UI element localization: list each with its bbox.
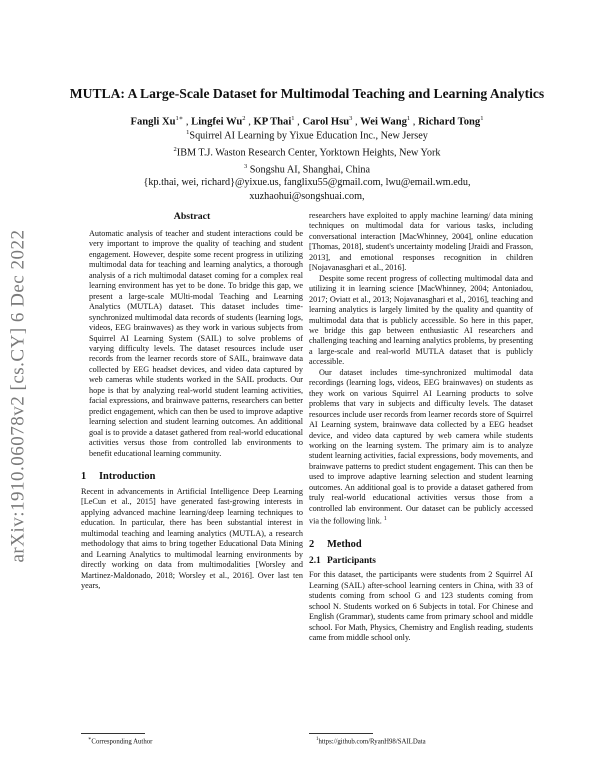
abstract-text: Automatic analysis of teacher and student interactions could be very important to improve the quality of teaching and student engagement. However, despite some recent progress in utilizing multimodal data for teaching and learning analytics, a thorough analysis of a rich multimodal dataset coming for a complex real learning environment has yet to be done. To bridge this gap, we present a large-scale MUlti-modal Teaching and Learning Analytics (MUTLA) dataset. This dataset includes time-synchronized multimodal data records of students (learning logs, videos, EEG brainwaves) as they work in various subjects from Squirrel AI Learning System (SAIL) to solve problems of varying difficulty levels. The dataset resources include user records from the learner records store of SAIL, brainwave data collected by EEG headset devices, and video data captured by web cameras while students worked in the SAIL products. Our hope is that by analyzing real-world student learning activities, facial expressions, and brainwave patterns, researchers can better predict engagement, which can then be used to improve adaptive learning selection and student learning outcomes. An additional goal is to provide a dataset gathered from real-world educational activities versus those from controlled lab environments to benefit educational learning community. — [89, 229, 303, 458]
subsection-heading-participants: 2.1 Participants — [309, 556, 376, 567]
abstract-heading: Abstract — [173, 211, 211, 222]
author-list: Fangli $Xu^{1∗}$ , Lingfei Wu$^2$ , KP Thai$^1$ , Carol Hsu$^3$ , Wei Wang$^1$ , Richard Tong$^1$ — [130, 115, 484, 128]
author-name: Carol Hsu — [302, 116, 350, 128]
email-line: xuzhaohui@songshuai.com, — [249, 190, 365, 202]
footnote-corresponding-author: ∗Corresponding Author — [88, 737, 153, 746]
left-column — [81, 211, 303, 592]
paper-title: MUTLA: A Large-Scale Dataset for Multimodal Teaching and Learning Analytics — [69, 86, 545, 101]
author-name: Wei Wang — [360, 116, 407, 128]
section-heading-method: 2 Method — [309, 539, 362, 551]
author-name: Richard Tong — [418, 116, 481, 128]
footnote-link[interactable]: $^1$https://github.com/RyanH98/SAILData — [316, 737, 426, 746]
affiliations — [40, 126, 574, 203]
body-paragraph: researchers have exploited to apply machine learning/ data mining techniques on multimodal data for various tasks, including conversational interaction [MacWhinney, 2004], online education [Thomas, 2018], student's uncertainty modeling [Jraidi and Frasson, 2013], and emotional responses recognition in children [Nojavanasghari et al., 2016]. — [309, 211, 533, 273]
affiliation-line: $^3$ Songshu AI, Shanghai, China — [243, 162, 371, 175]
author-mark: 2 — [242, 115, 246, 122]
footnote-mark: 1 — [383, 516, 387, 523]
right-column — [309, 211, 533, 644]
author-name: KP Thai — [253, 116, 292, 128]
body-paragraph: Despite some recent progress of collecting multimodal data and utilizing it in learning science [MacWhinney, 2004; Antoniadou, 2017; Oviatt et al., 2013; Nojavanasghari et al., 2016], teaching and learning analytics is largely limited by the quality and quantity of multimodal data that is publicly accessible. So here in this paper, we bridge this gap between enthusiastic AI researchers and challenging teaching and learning analytics problems, by presenting a large-scale and real-world MUTLA dataset that is publicly accessible. — [309, 273, 533, 367]
arxiv-stamp: arXiv:1910.06078v2 [cs.CY] 6 Dec 2022 — [7, 229, 29, 563]
author-name: Lingfei Wu — [191, 116, 243, 128]
author-mark: 1 — [480, 115, 484, 122]
email-line: {kp.thai, wei, richard}@yixue.us, fanglixu55@gmail.com, lwu@email.wm.edu, — [143, 177, 471, 189]
author-name: Fangli Xu — [130, 116, 176, 128]
affiliation-line: $^1$Squirrel AI Learning by Yixue Education Inc., New Jersey — [186, 129, 428, 142]
author-mark: 1∗ — [175, 115, 184, 122]
introduction-text: Recent in advancements in Artificial Intelligence Deep Learning [LeCun et al., 2015] have generated fast-growing interests in applying advanced machine learning/deep learning techniques to education. In particular, there has been substantial interest in multimodal teaching and learning analytics (MUTLA), a research methodology that aims to bring together Educational Data Mining and Learning Analytics to multimodal learning environments by directly working on data from multimodalities [Worsley and Martinez-Maldonado, 2018; Worsley et al., 2016]. Over last ten years, — [81, 486, 303, 591]
section-heading-introduction: 1 Introduction — [81, 470, 156, 482]
author-mark: 1 — [291, 115, 295, 122]
footnote-rule — [309, 733, 373, 734]
body-paragraph: Our dataset includes time-synchronized multimodal data recordings (learning logs, videos, EEG brainwaves) on students as they work on various Squirrel AI Learning products to solve problems that vary in subjects and difficulty levels. The dataset resources include user records from learner records store of Squirrel AI Learning system, brainwave data collected by a EEG headset device, and video data captured by web camera while students working on the learning system. The primary aim is to analyze student learning activities, facial expressions, body movements, and brainwave patterns to predict student engagement. This can then be used to improve adaptive learning selection and student learning outcomes. An additional goal is to provide a dataset gathered from truly real-world educational activities versus those from a controlled lab environment. Our dataset can be publicly accessed via the following link. $^1$ — [309, 367, 533, 526]
author-mark: 3 — [349, 115, 353, 122]
method-text: For this dataset, the participants were students from 2 Squirrel AI Learning (SAIL) after-school learning centers in China, with 33 of students coming from school G and 123 students coming from school N. Students worked on 6 Subjects in total. For Chinese and English (Grammar), students came from primary school and middle school. For Math, Physics, Chemistry and English reading, students came from middle school only. — [309, 570, 533, 643]
affiliation-line: $^2$IBM T.J. Waston Research Center, Yorktown Heights, New York — [173, 145, 441, 159]
footnote-rule — [81, 733, 145, 734]
author-mark: 1 — [406, 115, 411, 122]
